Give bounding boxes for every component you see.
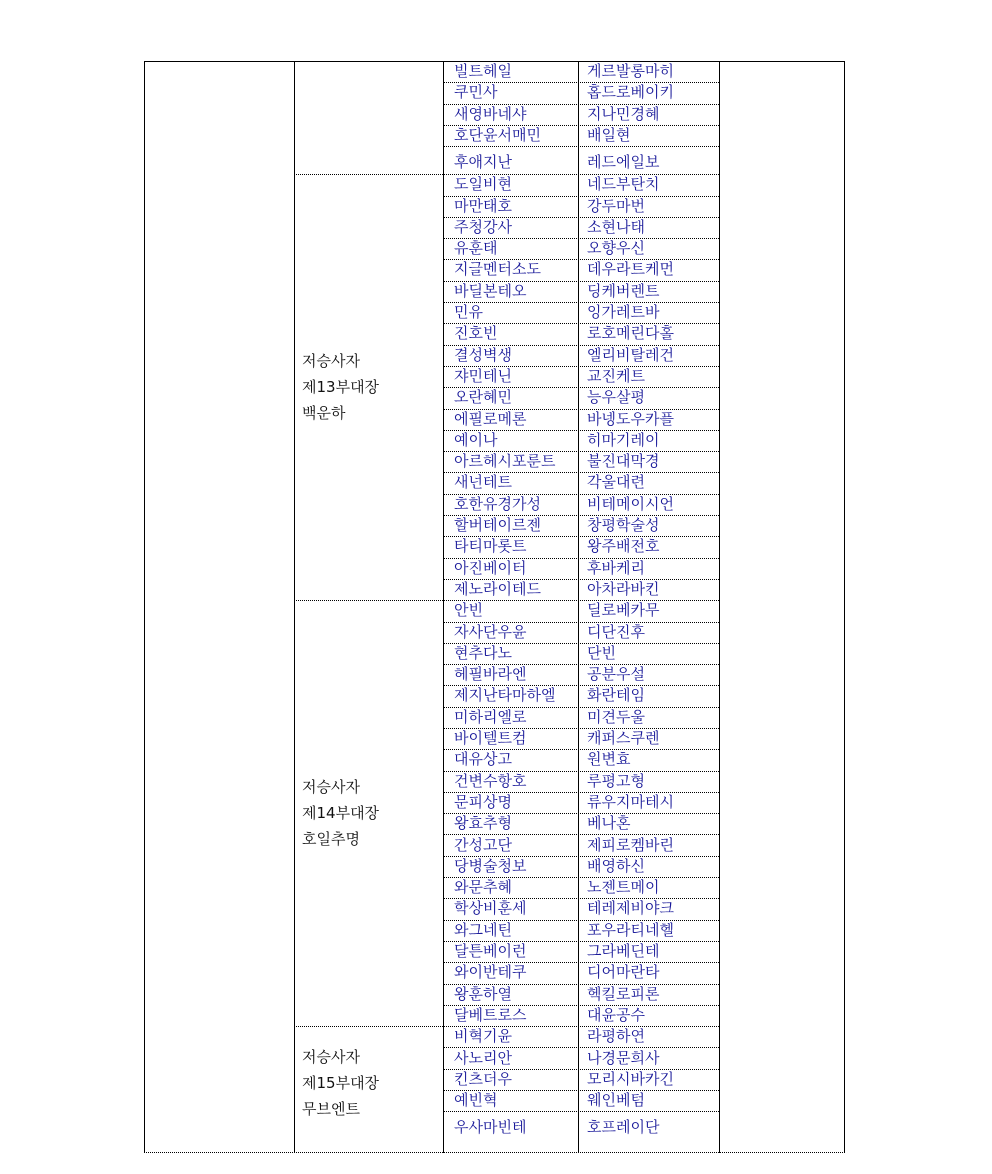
name-cell-left: 안빈 — [454, 601, 483, 620]
name-cell-left: 마만태호 — [454, 196, 512, 215]
name-cell-left: 도일비현 — [454, 175, 512, 194]
name-cell-left: 학상비훈세 — [454, 899, 527, 918]
name-cell-right: 창평학술성 — [587, 516, 660, 534]
name-cell-right: 바넹도우카플 — [587, 409, 674, 428]
name-cell-left: 킨츠더우 — [454, 1069, 512, 1088]
name-cell-right: 레드에일보 — [587, 153, 660, 172]
name-cell-right: 디단진후 — [587, 622, 645, 641]
name-cell-left: 예이나 — [454, 430, 498, 449]
name-cell-right: 그라베딘테 — [587, 942, 660, 960]
name-cell-right: 디어마란타 — [587, 963, 660, 982]
name-cell-left: 새영바네샤 — [454, 104, 527, 123]
name-cell-right: 루평고형 — [587, 771, 645, 790]
name-cell-left: 달튼베이런 — [454, 942, 527, 960]
name-cell-left: 건변수항호 — [454, 771, 527, 790]
name-cell-left: 우사마빈테 — [454, 1118, 527, 1137]
name-cell-right: 로호메린다홀 — [587, 324, 674, 343]
name-cell-right: 대윤공수 — [587, 1005, 645, 1024]
name-cell-right: 아차라바킨 — [587, 579, 660, 598]
name-cell-left: 유훈태 — [454, 239, 498, 258]
column-divider — [719, 61, 720, 1153]
name-cell-left: 와문추혜 — [454, 878, 512, 897]
name-cell-left: 결성벽생 — [454, 345, 512, 364]
name-cell-right: 모리시바카긴 — [587, 1069, 674, 1088]
name-cell-left: 문피상명 — [454, 792, 512, 811]
name-cell-right: 네드부탄치 — [587, 175, 660, 194]
name-cell-left: 타티마롯트 — [454, 537, 527, 556]
name-cell-left: 새넌테트 — [454, 473, 512, 492]
leader-line: 제14부대장 — [302, 804, 380, 822]
name-cell-right: 배영하신 — [587, 856, 645, 875]
name-cell-right: 엘리비탈레건 — [587, 345, 674, 364]
name-cell-left: 주청강사 — [454, 217, 512, 236]
unit-leader — [302, 1026, 442, 1139]
name-cell-right: 강두마번 — [587, 196, 645, 215]
table-border-bottom — [144, 1152, 845, 1153]
row-divider — [443, 1111, 719, 1112]
name-cell-right: 포우라티네헬 — [587, 920, 674, 939]
name-cell-right: 딩케버렌트 — [587, 281, 660, 300]
table-border-right — [844, 61, 845, 1153]
name-cell-right: 호프레이단 — [587, 1118, 660, 1137]
row-divider — [443, 302, 719, 303]
name-cell-left: 빌트헤일 — [454, 62, 512, 80]
name-cell-right: 왕주배전호 — [587, 537, 660, 556]
name-cell-left: 간성고단 — [454, 835, 512, 854]
name-cell-left: 당병술청보 — [454, 856, 527, 875]
name-cell-right: 공분우설 — [587, 665, 645, 684]
name-cell-left: 달베트로스 — [454, 1005, 527, 1024]
name-cell-right: 배일현 — [587, 125, 631, 144]
column-divider — [578, 61, 579, 1153]
name-cell-left: 현추다노 — [454, 643, 512, 662]
name-cell-left: 민유 — [454, 303, 483, 321]
unit-leader — [302, 600, 442, 1026]
leader-line: 호일추명 — [302, 830, 360, 848]
name-cell-left: 자사단우윤 — [454, 622, 527, 641]
name-cell-right: 단빈 — [587, 643, 616, 662]
name-cell-left: 쟈민테닌 — [454, 366, 512, 385]
column-divider — [443, 61, 444, 1153]
name-cell-left: 헤필바라엔 — [454, 665, 527, 684]
name-cell-left: 호한유경가성 — [454, 494, 541, 513]
name-cell-left: 지글멘터소도 — [454, 260, 541, 279]
name-cell-right: 지나민경혜 — [587, 104, 660, 123]
name-cell-right: 후바케리 — [587, 558, 645, 577]
leader-line: 제13부대장 — [302, 378, 380, 396]
name-cell-right: 미견두울 — [587, 707, 645, 726]
name-cell-left: 할버테이르젠 — [454, 516, 541, 534]
name-cell-left: 미하리엘로 — [454, 707, 527, 726]
name-cell-right: 오향우신 — [587, 239, 645, 258]
leader-line: 제15부대장 — [302, 1073, 380, 1092]
name-cell-right: 류우지마테시 — [587, 792, 674, 811]
name-cell-left: 쿠민사 — [454, 83, 498, 102]
table-border-left — [144, 61, 145, 1153]
leader-line: 저승사자 — [302, 352, 360, 370]
name-cell-right: 캐퍼스쿠렌 — [587, 729, 660, 747]
name-cell-left: 바이텔트컴 — [454, 729, 527, 747]
name-cell-right: 소현나태 — [587, 217, 645, 236]
name-cell-right: 웨인베텀 — [587, 1091, 645, 1110]
name-cell-right: 제피로켐바린 — [587, 835, 674, 854]
name-cell-right: 베나혼 — [587, 814, 631, 833]
name-cell-left: 바딜본테오 — [454, 281, 527, 300]
name-cell-left: 예빈혁 — [454, 1091, 498, 1110]
name-cell-left: 에필로메론 — [454, 409, 527, 428]
name-cell-right: 비테메이시언 — [587, 494, 674, 513]
name-cell-left: 왕훈하열 — [454, 984, 512, 1003]
name-cell-left: 대유상고 — [454, 750, 512, 769]
name-cell-left: 와이반테쿠 — [454, 963, 527, 982]
name-cell-left: 와그네틴 — [454, 920, 512, 939]
name-cell-right: 데우라트케먼 — [587, 260, 674, 279]
name-cell-right: 게르발롱마히 — [587, 62, 674, 80]
name-cell-left: 진호빈 — [454, 324, 498, 343]
name-cell-left: 아르헤시포룬트 — [454, 452, 556, 471]
name-cell-left: 오란혜민 — [454, 388, 512, 407]
name-cell-left: 비혁기윤 — [454, 1027, 512, 1046]
name-cell-left: 제노라이테드 — [454, 579, 541, 598]
name-cell-right: 노젠트메이 — [587, 878, 660, 897]
unit-leader — [302, 174, 442, 600]
name-cell-left: 사노리안 — [454, 1048, 512, 1067]
name-cell-right: 불진대막경 — [587, 452, 660, 471]
leader-line: 백운하 — [302, 404, 346, 422]
name-cell-right: 테레제비야크 — [587, 899, 674, 918]
name-cell-left: 아진베이터 — [454, 558, 527, 577]
name-cell-left: 후애지난 — [454, 153, 512, 172]
name-cell-right: 능우살평 — [587, 388, 645, 407]
name-cell-right: 딜로베카무 — [587, 601, 660, 620]
name-cell-right: 각울대련 — [587, 473, 645, 492]
leader-line: 무브엔트 — [302, 1099, 360, 1118]
name-cell-right: 헥킬로피론 — [587, 984, 660, 1003]
name-cell-right: 교진케트 — [587, 366, 645, 385]
name-cell-right: 화란테임 — [587, 686, 645, 705]
name-cell-right: 히마기레이 — [587, 430, 660, 449]
leader-line: 저승사자 — [302, 778, 360, 796]
name-cell-right: 홉드로베이키 — [587, 83, 674, 102]
name-cell-left: 호단윤서매민 — [454, 125, 541, 144]
name-cell-right: 라평하연 — [587, 1027, 645, 1046]
name-cell-left: 왕효추형 — [454, 814, 512, 833]
column-divider — [294, 61, 295, 1153]
name-cell-right: 원변효 — [587, 750, 631, 769]
name-cell-right: 나경문희사 — [587, 1048, 660, 1067]
name-cell-right: 잉가레트바 — [587, 303, 660, 321]
name-cell-left: 제지난타마하엘 — [454, 686, 556, 705]
row-divider — [443, 146, 719, 147]
leader-line: 저승사자 — [302, 1047, 360, 1066]
name-table — [144, 61, 845, 1153]
